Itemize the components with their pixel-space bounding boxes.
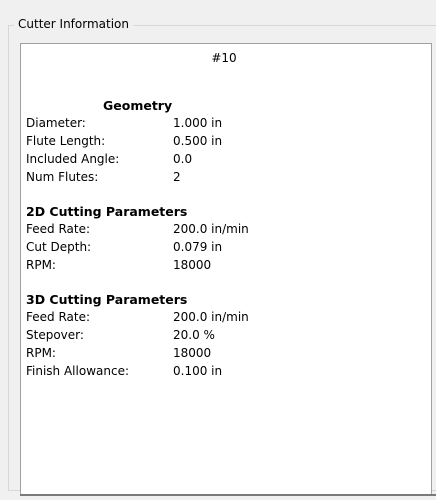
cutting-3d-row-stepover (26, 326, 406, 344)
cutting-2d-heading: 2D Cutting Parameters (26, 204, 188, 219)
row-label: Included Angle: (26, 152, 120, 166)
row-label: Cut Depth: (26, 240, 92, 254)
row-value: 0.500 in (173, 134, 223, 148)
row-label: Stepover: (26, 328, 84, 342)
cutting-3d-row-rpm (26, 344, 406, 362)
cutting-3d-heading: 3D Cutting Parameters (26, 292, 188, 307)
row-label: RPM: (26, 258, 56, 272)
cutting-3d-row-finish-allowance (26, 362, 406, 380)
row-value: 0.100 in (173, 364, 223, 378)
cutting-3d-row-feed-rate (26, 308, 406, 326)
geometry-heading: Geometry (103, 98, 173, 113)
row-value: 0.0 (173, 152, 193, 166)
row-value: 1.000 in (173, 116, 223, 130)
row-label: Finish Allowance: (26, 364, 129, 378)
panel-bottom-border (20, 494, 436, 496)
row-label: Num Flutes: (26, 170, 99, 184)
row-value: 200.0 in/min (173, 310, 249, 324)
geometry-row-flute-length (26, 132, 406, 150)
group-title: Cutter Information (14, 15, 133, 33)
row-label: Feed Rate: (26, 310, 91, 324)
row-label: Feed Rate: (26, 222, 91, 236)
geometry-row-included-angle (26, 150, 406, 168)
row-value: 18000 (173, 346, 212, 360)
row-value: 0.079 in (173, 240, 223, 254)
row-value: 200.0 in/min (173, 222, 249, 236)
geometry-row-diameter (26, 114, 406, 132)
cutting-2d-row-feed-rate (26, 220, 406, 238)
cutting-2d-row-cut-depth (26, 238, 406, 256)
row-label: Diameter: (26, 116, 86, 130)
row-label: Flute Length: (26, 134, 106, 148)
row-value: 2 (173, 170, 181, 184)
row-value: 20.0 % (173, 328, 215, 342)
row-label: RPM: (26, 346, 56, 360)
row-value: 18000 (173, 258, 212, 272)
geometry-row-num-flutes (26, 168, 406, 186)
cutting-2d-row-rpm (26, 256, 406, 274)
tool-number: #10 (211, 51, 237, 65)
